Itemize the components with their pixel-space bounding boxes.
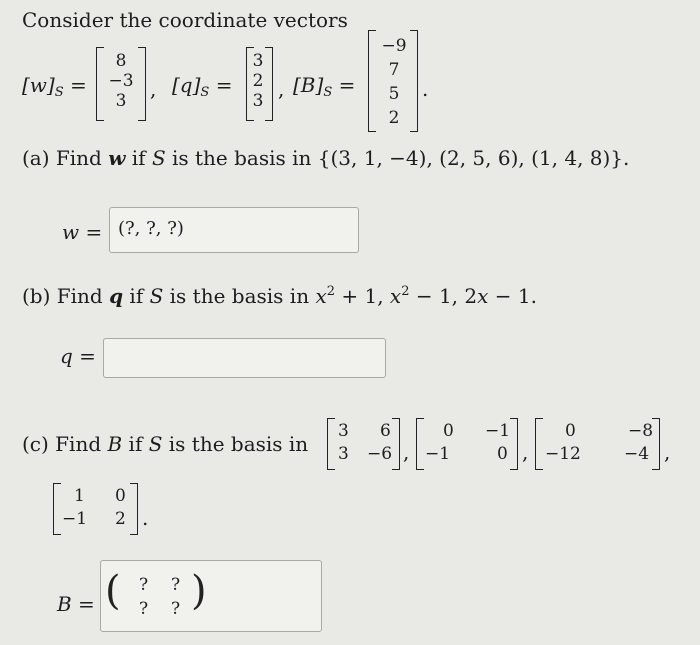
intro-text: Consider the coordinate vectors — [22, 8, 348, 32]
answer-c-label: B = — [57, 592, 95, 616]
w-vector: 8 −3 3 — [108, 51, 134, 111]
answer-c-input[interactable]: ( ? ? ? ? ) — [100, 560, 322, 632]
answer-a-value: (?, ?, ?) — [118, 218, 184, 239]
left-paren: ( — [105, 568, 121, 614]
answer-b-label: q = — [60, 344, 96, 368]
q-vector: 3 2 3 — [252, 51, 264, 111]
right-paren: ) — [191, 568, 207, 614]
answer-a-label: w = — [62, 220, 103, 244]
answer-a-input[interactable] — [109, 207, 359, 253]
part-a-question: (a) Find w if S is the basis in {(3, 1, −4), (2, 5, 6), (1, 4, 8)}. — [22, 146, 630, 170]
w-label: $[w]_S$ = — [22, 73, 87, 100]
B-label: $[B]_S$ = — [293, 73, 356, 100]
part-c-question: (c) Find B if S is the basis in — [22, 432, 309, 456]
B-vector: −9 7 5 2 — [381, 36, 407, 128]
q-label: $[q]_S$ = — [172, 73, 233, 100]
answer-b-input[interactable] — [103, 338, 386, 378]
part-b-question: (b) Find q if S is the basis in $x^2 + 1$, $x^2 - 1$, 2x − 1. — [22, 284, 537, 308]
